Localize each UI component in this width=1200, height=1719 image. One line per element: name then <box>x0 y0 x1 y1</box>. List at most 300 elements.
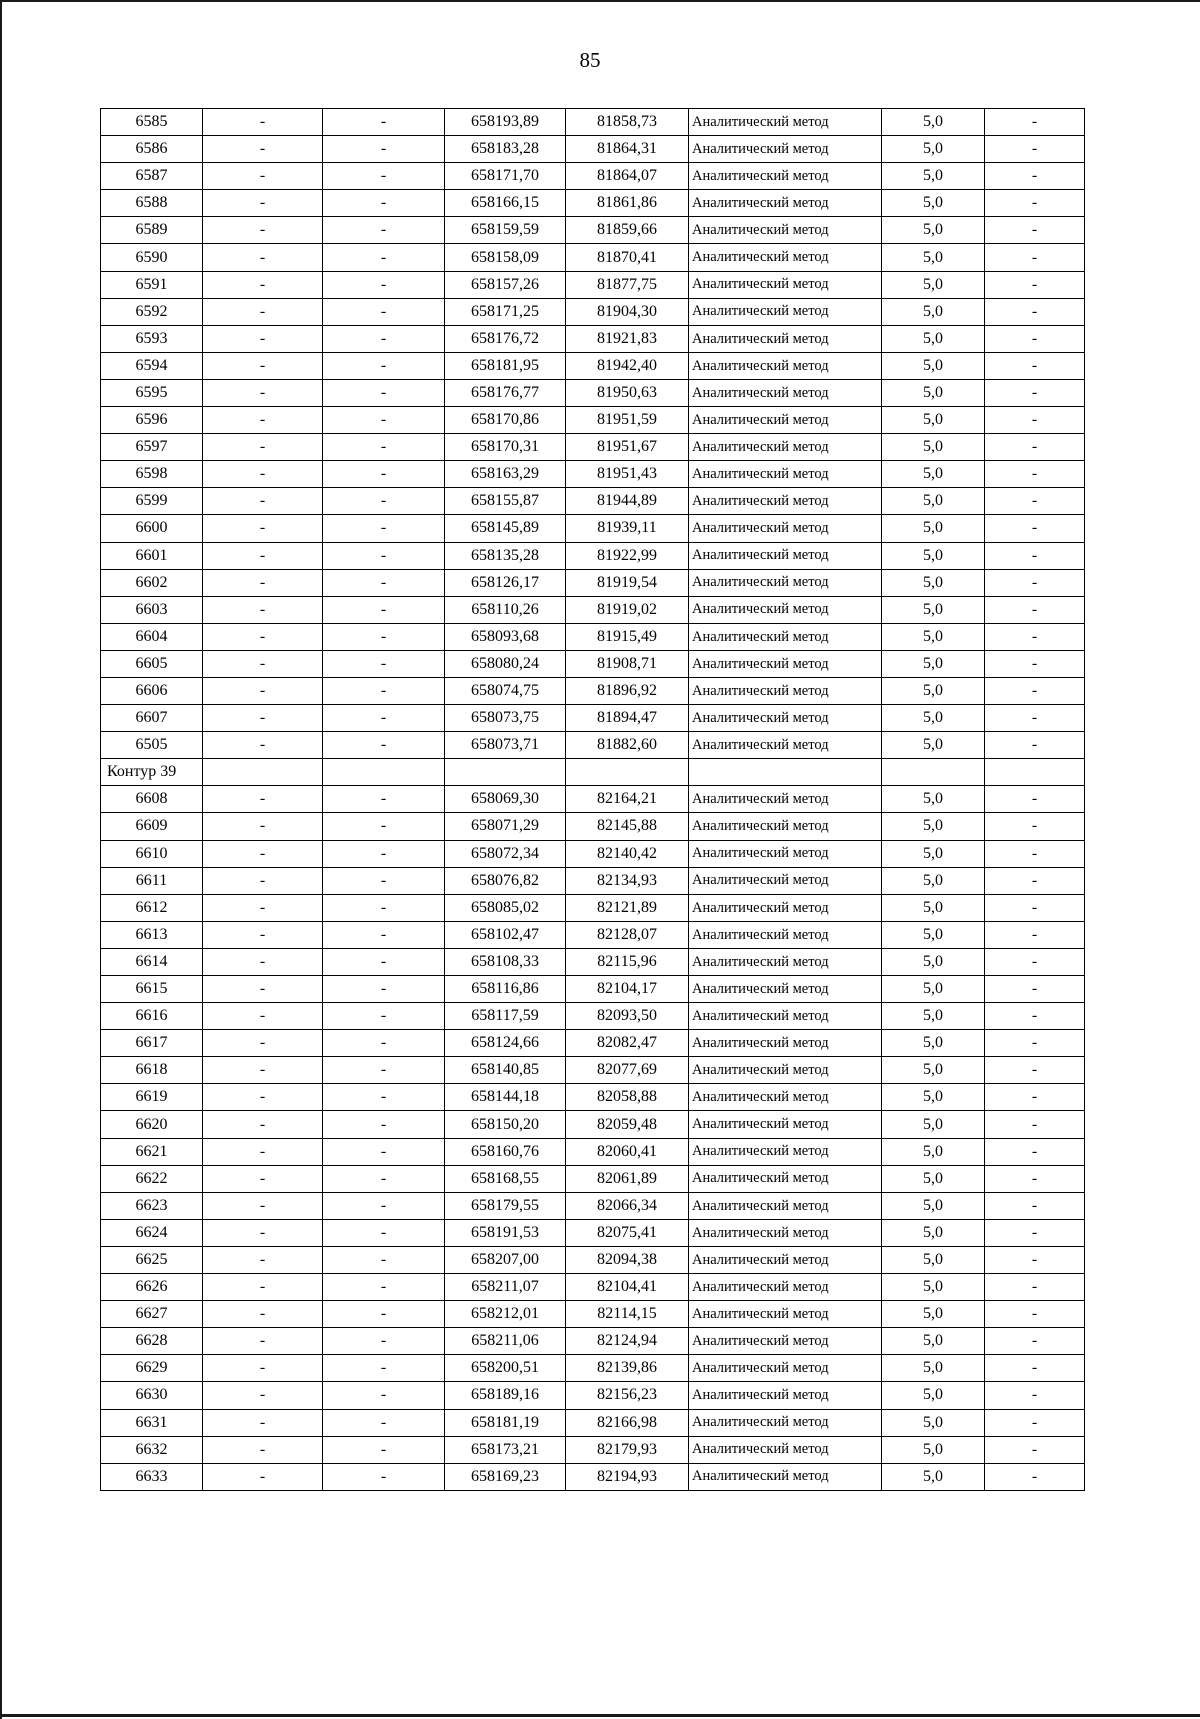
x-coordinate-cell: 658170,31 <box>445 434 566 461</box>
method-cell: Аналитический метод <box>689 136 882 163</box>
method-cell: Аналитический метод <box>689 1328 882 1355</box>
y-coordinate-cell: 82164,21 <box>566 786 689 813</box>
accuracy-cell: 5,0 <box>882 1355 985 1382</box>
dash-cell: - <box>323 298 445 325</box>
method-cell: Аналитический метод <box>689 163 882 190</box>
method-cell: Аналитический метод <box>689 298 882 325</box>
dash-cell: - <box>323 705 445 732</box>
dash-cell: - <box>985 325 1085 352</box>
dash-cell: - <box>203 732 323 759</box>
table-row <box>101 515 1085 542</box>
y-coordinate-cell: 82194,93 <box>566 1463 689 1490</box>
dash-cell: - <box>203 894 323 921</box>
dash-cell: - <box>985 1409 1085 1436</box>
table-row <box>101 1328 1085 1355</box>
y-coordinate-cell: 82066,34 <box>566 1192 689 1219</box>
accuracy-cell: 5,0 <box>882 461 985 488</box>
dash-cell: - <box>203 515 323 542</box>
method-cell: Аналитический метод <box>689 948 882 975</box>
contour-header-row <box>101 759 1085 786</box>
table-row <box>101 976 1085 1003</box>
method-cell: Аналитический метод <box>689 461 882 488</box>
method-cell: Аналитический метод <box>689 1246 882 1273</box>
x-coordinate-cell: 658157,26 <box>445 271 566 298</box>
scan-border-top <box>0 0 1200 2</box>
dash-cell: - <box>323 1219 445 1246</box>
accuracy-cell: 5,0 <box>882 1246 985 1273</box>
dash-cell: - <box>985 407 1085 434</box>
dash-cell: - <box>985 1030 1085 1057</box>
dash-cell: - <box>323 488 445 515</box>
point-number-cell: 6598 <box>101 461 203 488</box>
y-coordinate-cell: 81950,63 <box>566 379 689 406</box>
dash-cell: - <box>203 325 323 352</box>
y-coordinate-cell: 82093,50 <box>566 1003 689 1030</box>
point-number-cell: 6593 <box>101 325 203 352</box>
dash-cell: - <box>985 136 1085 163</box>
point-number-cell: 6608 <box>101 786 203 813</box>
method-cell: Аналитический метод <box>689 109 882 136</box>
dash-cell: - <box>323 1463 445 1490</box>
accuracy-cell: 5,0 <box>882 1463 985 1490</box>
accuracy-cell: 5,0 <box>882 190 985 217</box>
method-cell: Аналитический метод <box>689 1409 882 1436</box>
y-coordinate-cell: 81859,66 <box>566 217 689 244</box>
method-cell: Аналитический метод <box>689 786 882 813</box>
dash-cell: - <box>203 1003 323 1030</box>
dash-cell: - <box>203 217 323 244</box>
y-coordinate-cell: 82115,96 <box>566 948 689 975</box>
dash-cell: - <box>203 136 323 163</box>
table-row <box>101 1057 1085 1084</box>
dash-cell: - <box>323 190 445 217</box>
dash-cell: - <box>323 1246 445 1273</box>
table-row <box>101 1219 1085 1246</box>
table-row <box>101 488 1085 515</box>
dash-cell: - <box>323 379 445 406</box>
dash-cell: - <box>985 786 1085 813</box>
method-cell: Аналитический метод <box>689 677 882 704</box>
dash-cell: - <box>985 1084 1085 1111</box>
dash-cell: - <box>985 163 1085 190</box>
accuracy-cell: 5,0 <box>882 1409 985 1436</box>
dash-cell: - <box>323 1084 445 1111</box>
dash-cell: - <box>323 1436 445 1463</box>
point-number-cell: 6606 <box>101 677 203 704</box>
table-row <box>101 840 1085 867</box>
x-coordinate-cell: 658071,29 <box>445 813 566 840</box>
dash-cell: - <box>203 1030 323 1057</box>
empty-cell <box>985 759 1085 786</box>
table-row <box>101 867 1085 894</box>
y-coordinate-cell: 82104,41 <box>566 1274 689 1301</box>
y-coordinate-cell: 82059,48 <box>566 1111 689 1138</box>
x-coordinate-cell: 658207,00 <box>445 1246 566 1273</box>
dash-cell: - <box>985 434 1085 461</box>
dash-cell: - <box>203 867 323 894</box>
x-coordinate-cell: 658069,30 <box>445 786 566 813</box>
dash-cell: - <box>323 271 445 298</box>
table-row <box>101 786 1085 813</box>
accuracy-cell: 5,0 <box>882 1165 985 1192</box>
accuracy-cell: 5,0 <box>882 136 985 163</box>
empty-cell <box>882 759 985 786</box>
method-cell: Аналитический метод <box>689 407 882 434</box>
dash-cell: - <box>323 244 445 271</box>
y-coordinate-cell: 82145,88 <box>566 813 689 840</box>
point-number-cell: 6600 <box>101 515 203 542</box>
dash-cell: - <box>203 1246 323 1273</box>
accuracy-cell: 5,0 <box>882 109 985 136</box>
dash-cell: - <box>323 515 445 542</box>
method-cell: Аналитический метод <box>689 217 882 244</box>
method-cell: Аналитический метод <box>689 650 882 677</box>
accuracy-cell: 5,0 <box>882 407 985 434</box>
point-number-cell: 6619 <box>101 1084 203 1111</box>
table-row <box>101 1246 1085 1273</box>
accuracy-cell: 5,0 <box>882 434 985 461</box>
method-cell: Аналитический метод <box>689 705 882 732</box>
dash-cell: - <box>985 1436 1085 1463</box>
point-number-cell: 6607 <box>101 705 203 732</box>
x-coordinate-cell: 658135,28 <box>445 542 566 569</box>
method-cell: Аналитический метод <box>689 1301 882 1328</box>
dash-cell: - <box>323 677 445 704</box>
table-row <box>101 650 1085 677</box>
method-cell: Аналитический метод <box>689 894 882 921</box>
method-cell: Аналитический метод <box>689 1165 882 1192</box>
dash-cell: - <box>323 894 445 921</box>
point-number-cell: 6597 <box>101 434 203 461</box>
dash-cell: - <box>203 488 323 515</box>
point-number-cell: 6592 <box>101 298 203 325</box>
x-coordinate-cell: 658076,82 <box>445 867 566 894</box>
table-body <box>101 109 1085 1491</box>
dash-cell: - <box>203 1409 323 1436</box>
y-coordinate-cell: 81921,83 <box>566 325 689 352</box>
accuracy-cell: 5,0 <box>882 867 985 894</box>
accuracy-cell: 5,0 <box>882 1111 985 1138</box>
dash-cell: - <box>203 109 323 136</box>
y-coordinate-cell: 81951,67 <box>566 434 689 461</box>
dash-cell: - <box>985 1328 1085 1355</box>
y-coordinate-cell: 81861,86 <box>566 190 689 217</box>
accuracy-cell: 5,0 <box>882 976 985 1003</box>
y-coordinate-cell: 82124,94 <box>566 1328 689 1355</box>
method-cell: Аналитический метод <box>689 488 882 515</box>
table-row <box>101 813 1085 840</box>
x-coordinate-cell: 658173,21 <box>445 1436 566 1463</box>
empty-cell <box>566 759 689 786</box>
dash-cell: - <box>985 109 1085 136</box>
accuracy-cell: 5,0 <box>882 298 985 325</box>
table-row <box>101 1003 1085 1030</box>
table-row <box>101 948 1085 975</box>
y-coordinate-cell: 82114,15 <box>566 1301 689 1328</box>
method-cell: Аналитический метод <box>689 976 882 1003</box>
point-number-cell: 6621 <box>101 1138 203 1165</box>
method-cell: Аналитический метод <box>689 813 882 840</box>
accuracy-cell: 5,0 <box>882 1192 985 1219</box>
x-coordinate-cell: 658171,25 <box>445 298 566 325</box>
point-number-cell: 6611 <box>101 867 203 894</box>
accuracy-cell: 5,0 <box>882 379 985 406</box>
dash-cell: - <box>203 434 323 461</box>
y-coordinate-cell: 82104,17 <box>566 976 689 1003</box>
table-row <box>101 190 1085 217</box>
y-coordinate-cell: 81864,31 <box>566 136 689 163</box>
x-coordinate-cell: 658211,06 <box>445 1328 566 1355</box>
point-number-cell: 6594 <box>101 352 203 379</box>
point-number-cell: 6614 <box>101 948 203 975</box>
table-row <box>101 1355 1085 1382</box>
empty-cell <box>689 759 882 786</box>
point-number-cell: 6587 <box>101 163 203 190</box>
dash-cell: - <box>203 1084 323 1111</box>
method-cell: Аналитический метод <box>689 921 882 948</box>
y-coordinate-cell: 82166,98 <box>566 1409 689 1436</box>
dash-cell: - <box>985 732 1085 759</box>
dash-cell: - <box>203 1436 323 1463</box>
dash-cell: - <box>203 163 323 190</box>
method-cell: Аналитический метод <box>689 1003 882 1030</box>
x-coordinate-cell: 658181,95 <box>445 352 566 379</box>
dash-cell: - <box>323 732 445 759</box>
dash-cell: - <box>985 1246 1085 1273</box>
method-cell: Аналитический метод <box>689 244 882 271</box>
dash-cell: - <box>203 1301 323 1328</box>
point-number-cell: 6618 <box>101 1057 203 1084</box>
point-number-cell: 6612 <box>101 894 203 921</box>
dash-cell: - <box>985 244 1085 271</box>
dash-cell: - <box>985 705 1085 732</box>
dash-cell: - <box>323 1355 445 1382</box>
accuracy-cell: 5,0 <box>882 840 985 867</box>
dash-cell: - <box>323 434 445 461</box>
dash-cell: - <box>203 623 323 650</box>
table-row <box>101 1382 1085 1409</box>
method-cell: Аналитический метод <box>689 1138 882 1165</box>
accuracy-cell: 5,0 <box>882 1138 985 1165</box>
accuracy-cell: 5,0 <box>882 1003 985 1030</box>
method-cell: Аналитический метод <box>689 515 882 542</box>
accuracy-cell: 5,0 <box>882 1057 985 1084</box>
y-coordinate-cell: 82128,07 <box>566 921 689 948</box>
y-coordinate-cell: 81882,60 <box>566 732 689 759</box>
y-coordinate-cell: 81915,49 <box>566 623 689 650</box>
point-number-cell: 6604 <box>101 623 203 650</box>
point-number-cell: 6601 <box>101 542 203 569</box>
accuracy-cell: 5,0 <box>882 948 985 975</box>
y-coordinate-cell: 81944,89 <box>566 488 689 515</box>
table-row <box>101 596 1085 623</box>
method-cell: Аналитический метод <box>689 1192 882 1219</box>
point-number-cell: 6632 <box>101 1436 203 1463</box>
table-row <box>101 623 1085 650</box>
table-row <box>101 1463 1085 1490</box>
dash-cell: - <box>323 921 445 948</box>
dash-cell: - <box>985 488 1085 515</box>
method-cell: Аналитический метод <box>689 271 882 298</box>
dash-cell: - <box>203 1165 323 1192</box>
x-coordinate-cell: 658171,70 <box>445 163 566 190</box>
empty-cell <box>445 759 566 786</box>
y-coordinate-cell: 81922,99 <box>566 542 689 569</box>
method-cell: Аналитический метод <box>689 1057 882 1084</box>
method-cell: Аналитический метод <box>689 352 882 379</box>
table-row <box>101 1165 1085 1192</box>
x-coordinate-cell: 658159,59 <box>445 217 566 244</box>
y-coordinate-cell: 82061,89 <box>566 1165 689 1192</box>
y-coordinate-cell: 82156,23 <box>566 1382 689 1409</box>
point-number-cell: 6599 <box>101 488 203 515</box>
y-coordinate-cell: 82094,38 <box>566 1246 689 1273</box>
accuracy-cell: 5,0 <box>882 542 985 569</box>
dash-cell: - <box>323 1057 445 1084</box>
dash-cell: - <box>203 542 323 569</box>
x-coordinate-cell: 658150,20 <box>445 1111 566 1138</box>
dash-cell: - <box>985 1057 1085 1084</box>
method-cell: Аналитический метод <box>689 1111 882 1138</box>
table-row <box>101 569 1085 596</box>
x-coordinate-cell: 658140,85 <box>445 1057 566 1084</box>
dash-cell: - <box>323 1382 445 1409</box>
scan-border-bottom <box>0 1714 1200 1717</box>
point-number-cell: 6591 <box>101 271 203 298</box>
point-number-cell: 6615 <box>101 976 203 1003</box>
accuracy-cell: 5,0 <box>882 1219 985 1246</box>
y-coordinate-cell: 82058,88 <box>566 1084 689 1111</box>
x-coordinate-cell: 658126,17 <box>445 569 566 596</box>
method-cell: Аналитический метод <box>689 569 882 596</box>
dash-cell: - <box>323 1274 445 1301</box>
method-cell: Аналитический метод <box>689 840 882 867</box>
dash-cell: - <box>323 1328 445 1355</box>
table-row <box>101 1409 1085 1436</box>
y-coordinate-cell: 81877,75 <box>566 271 689 298</box>
y-coordinate-cell: 81939,11 <box>566 515 689 542</box>
x-coordinate-cell: 658073,71 <box>445 732 566 759</box>
method-cell: Аналитический метод <box>689 867 882 894</box>
method-cell: Аналитический метод <box>689 190 882 217</box>
point-number-cell: 6585 <box>101 109 203 136</box>
dash-cell: - <box>203 1219 323 1246</box>
dash-cell: - <box>203 1057 323 1084</box>
table-row <box>101 109 1085 136</box>
scan-border-left <box>0 0 2 1719</box>
table-row <box>101 894 1085 921</box>
y-coordinate-cell: 82082,47 <box>566 1030 689 1057</box>
dash-cell: - <box>323 217 445 244</box>
accuracy-cell: 5,0 <box>882 623 985 650</box>
x-coordinate-cell: 658166,15 <box>445 190 566 217</box>
dash-cell: - <box>985 569 1085 596</box>
dash-cell: - <box>985 948 1085 975</box>
point-number-cell: 6626 <box>101 1274 203 1301</box>
method-cell: Аналитический метод <box>689 596 882 623</box>
table-row <box>101 1138 1085 1165</box>
point-number-cell: 6589 <box>101 217 203 244</box>
dash-cell: - <box>985 461 1085 488</box>
dash-cell: - <box>323 136 445 163</box>
dash-cell: - <box>323 623 445 650</box>
accuracy-cell: 5,0 <box>882 352 985 379</box>
dash-cell: - <box>985 1219 1085 1246</box>
dash-cell: - <box>985 867 1085 894</box>
x-coordinate-cell: 658211,07 <box>445 1274 566 1301</box>
x-coordinate-cell: 658085,02 <box>445 894 566 921</box>
coordinates-table <box>100 108 1085 1491</box>
y-coordinate-cell: 81870,41 <box>566 244 689 271</box>
dash-cell: - <box>323 461 445 488</box>
dash-cell: - <box>323 1165 445 1192</box>
table-row <box>101 1192 1085 1219</box>
dash-cell: - <box>323 1409 445 1436</box>
x-coordinate-cell: 658102,47 <box>445 921 566 948</box>
accuracy-cell: 5,0 <box>882 786 985 813</box>
point-number-cell: 6605 <box>101 650 203 677</box>
y-coordinate-cell: 82121,89 <box>566 894 689 921</box>
table-row <box>101 434 1085 461</box>
x-coordinate-cell: 658170,86 <box>445 407 566 434</box>
point-number-cell: 6624 <box>101 1219 203 1246</box>
dash-cell: - <box>323 867 445 894</box>
y-coordinate-cell: 81919,02 <box>566 596 689 623</box>
y-coordinate-cell: 81951,43 <box>566 461 689 488</box>
x-coordinate-cell: 658110,26 <box>445 596 566 623</box>
x-coordinate-cell: 658176,77 <box>445 379 566 406</box>
dash-cell: - <box>985 677 1085 704</box>
dash-cell: - <box>985 298 1085 325</box>
empty-cell <box>323 759 445 786</box>
dash-cell: - <box>985 1111 1085 1138</box>
dash-cell: - <box>203 569 323 596</box>
x-coordinate-cell: 658169,23 <box>445 1463 566 1490</box>
table-row <box>101 1274 1085 1301</box>
dash-cell: - <box>323 1301 445 1328</box>
method-cell: Аналитический метод <box>689 623 882 650</box>
accuracy-cell: 5,0 <box>882 705 985 732</box>
x-coordinate-cell: 658158,09 <box>445 244 566 271</box>
dash-cell: - <box>985 1463 1085 1490</box>
x-coordinate-cell: 658072,34 <box>445 840 566 867</box>
dash-cell: - <box>323 1003 445 1030</box>
dash-cell: - <box>323 976 445 1003</box>
y-coordinate-cell: 81904,30 <box>566 298 689 325</box>
point-number-cell: 6596 <box>101 407 203 434</box>
dash-cell: - <box>985 1165 1085 1192</box>
dash-cell: - <box>985 1274 1085 1301</box>
dash-cell: - <box>203 379 323 406</box>
accuracy-cell: 5,0 <box>882 677 985 704</box>
method-cell: Аналитический метод <box>689 379 882 406</box>
method-cell: Аналитический метод <box>689 732 882 759</box>
x-coordinate-cell: 658181,19 <box>445 1409 566 1436</box>
x-coordinate-cell: 658074,75 <box>445 677 566 704</box>
method-cell: Аналитический метод <box>689 1084 882 1111</box>
table-row <box>101 732 1085 759</box>
accuracy-cell: 5,0 <box>882 1382 985 1409</box>
point-number-cell: 6613 <box>101 921 203 948</box>
method-cell: Аналитический метод <box>689 1463 882 1490</box>
dash-cell: - <box>323 1192 445 1219</box>
dash-cell: - <box>203 976 323 1003</box>
y-coordinate-cell: 81858,73 <box>566 109 689 136</box>
dash-cell: - <box>323 542 445 569</box>
accuracy-cell: 5,0 <box>882 1274 985 1301</box>
dash-cell: - <box>203 786 323 813</box>
table-row <box>101 244 1085 271</box>
